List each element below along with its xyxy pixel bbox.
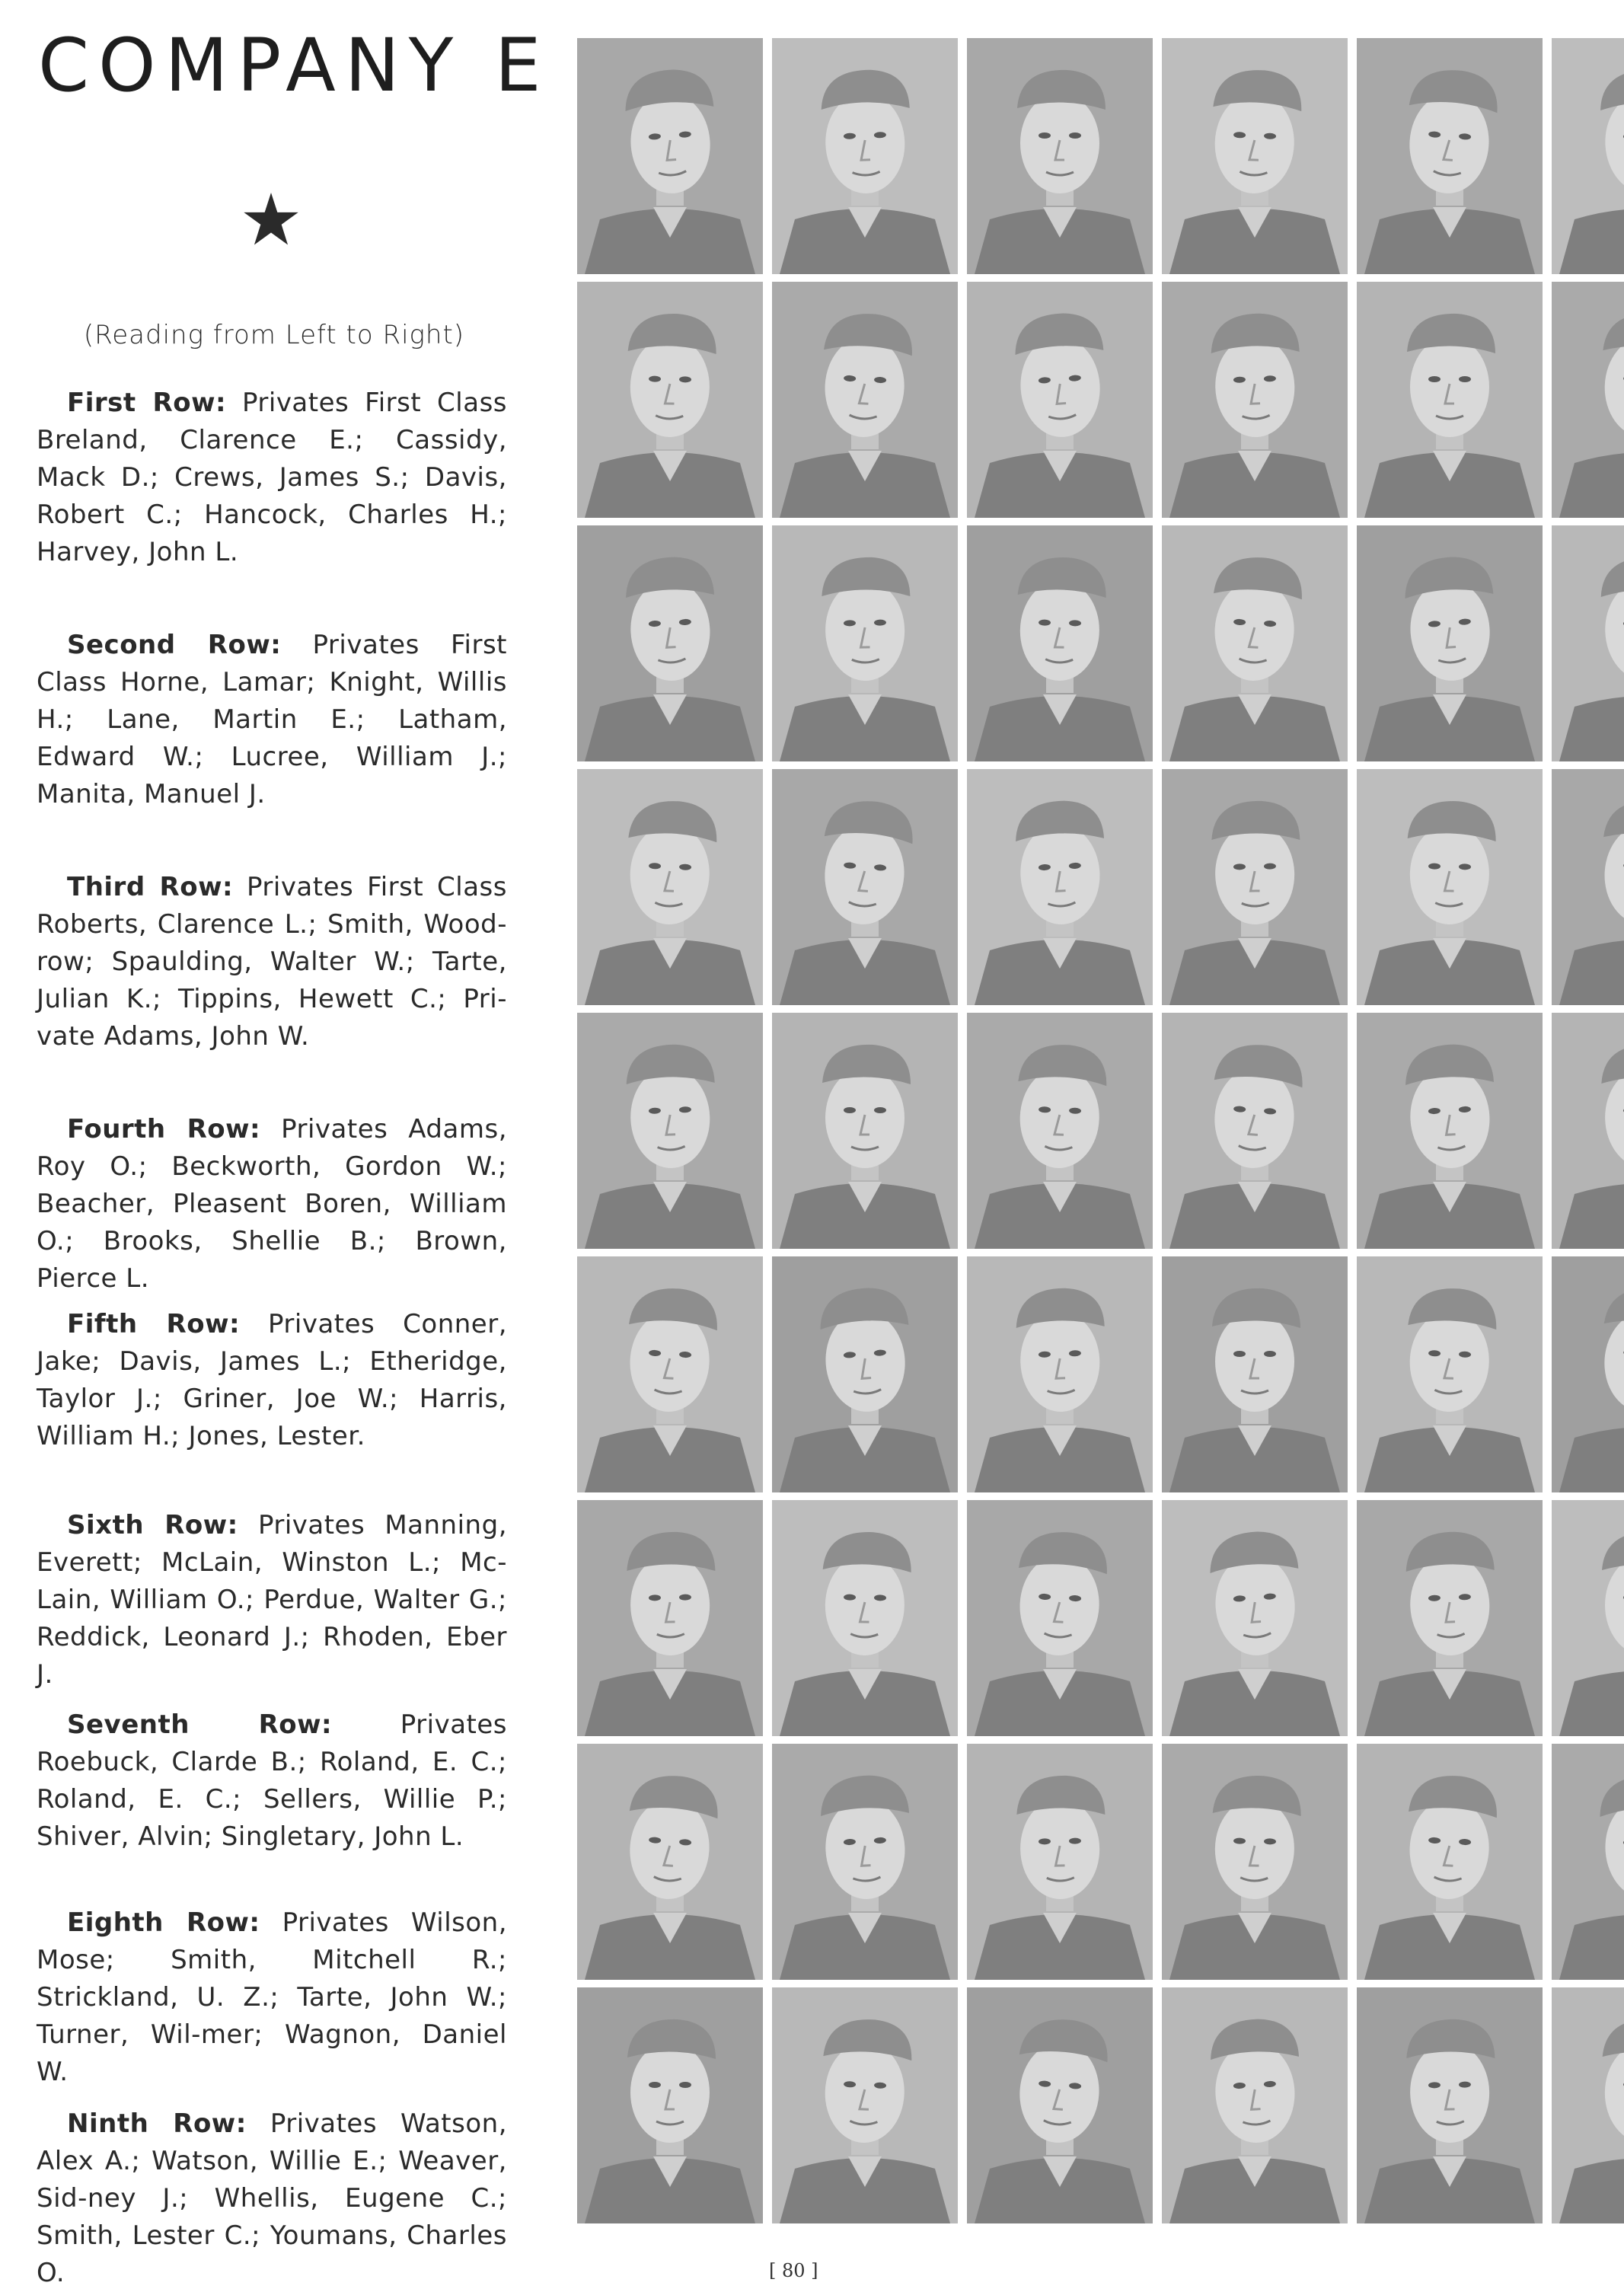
soldier-portrait	[967, 282, 1153, 518]
row-label: First Row:	[67, 388, 227, 418]
portrait-photo-icon	[577, 282, 763, 518]
soldier-portrait	[1162, 1013, 1348, 1249]
roster-row	[37, 869, 507, 1111]
row-names: Privates Manning, Everett; McLain, Winston L.; Mc-Lain, William O.; Perdue, Walter G.; Reddick, Leonard J.; Rhoden, Eber J.	[37, 1510, 507, 1690]
portrait-photo-icon	[1162, 1256, 1348, 1492]
soldier-portrait	[1162, 1500, 1348, 1736]
portrait-photo-icon	[772, 1013, 958, 1249]
roster-row	[37, 1111, 507, 1306]
page-title: COMPANY E	[38, 23, 550, 108]
soldier-portrait	[772, 1744, 958, 1980]
portrait-photo-icon	[1357, 525, 1543, 761]
soldier-portrait	[577, 1256, 763, 1492]
soldier-portrait	[1162, 1744, 1348, 1980]
soldier-portrait	[1552, 525, 1624, 761]
portrait-photo-icon	[967, 1500, 1153, 1736]
row-names: Privates First Class Roberts, Clarence L.; Smith, Wood-row; Spaulding, Walter W.; Tarte, Julian K.; Tippins, Hewett C.; Pri-vate Adams, John W.	[37, 872, 507, 1052]
portrait-photo-icon	[967, 1013, 1153, 1249]
soldier-portrait	[1552, 769, 1624, 1005]
portrait-photo-icon	[1552, 1256, 1624, 1492]
soldier-portrait	[1162, 1987, 1348, 2223]
soldier-portrait	[1552, 1987, 1624, 2223]
soldier-portrait	[1357, 1987, 1543, 2223]
portrait-photo-icon	[772, 1987, 958, 2223]
soldier-portrait	[1357, 769, 1543, 1005]
portrait-photo-icon	[1357, 1987, 1543, 2223]
soldier-portrait	[577, 525, 763, 761]
portrait-photo-icon	[1357, 282, 1543, 518]
soldier-portrait	[772, 38, 958, 274]
soldier-portrait	[1552, 1500, 1624, 1736]
soldier-portrait	[1357, 1744, 1543, 1980]
portrait-photo-icon	[1162, 769, 1348, 1005]
soldier-portrait	[967, 1013, 1153, 1249]
soldier-portrait	[772, 282, 958, 518]
soldier-portrait	[1357, 1500, 1543, 1736]
roster-row	[37, 627, 507, 869]
row-names: Privates First Class Horne, Lamar; Knight, Willis H.; Lane, Martin E.; Latham, Edward W.; Lucree, William J.; Manita, Manuel J.	[37, 630, 507, 809]
portrait-grid	[577, 38, 1624, 2225]
soldier-portrait	[1357, 1256, 1543, 1492]
soldier-portrait	[967, 1987, 1153, 2223]
roster-row	[37, 385, 507, 627]
portrait-photo-icon	[577, 525, 763, 761]
portrait-photo-icon	[577, 1256, 763, 1492]
portrait-photo-icon	[1162, 1987, 1348, 2223]
portrait-photo-icon	[1162, 1013, 1348, 1249]
soldier-portrait	[772, 769, 958, 1005]
soldier-portrait	[577, 38, 763, 274]
portrait-photo-icon	[1357, 1256, 1543, 1492]
star-icon	[242, 190, 300, 248]
row-names: Privates Watson, Alex A.; Watson, Willie E.; Weaver, Sid-ney J.; Whellis, Eugene C.; Smith, Lester C.; Youmans, Charles O.	[37, 2108, 508, 2288]
portrait-photo-icon	[772, 1256, 958, 1492]
soldier-portrait	[967, 1256, 1153, 1492]
reading-order-note: (Reading from Left to Right)	[83, 320, 465, 350]
soldier-portrait	[1552, 282, 1624, 518]
soldier-portrait	[1552, 1013, 1624, 1249]
roster-row	[37, 1306, 507, 1507]
portrait-photo-icon	[1552, 769, 1624, 1005]
portrait-photo-icon	[967, 1256, 1153, 1492]
portrait-photo-icon	[967, 282, 1153, 518]
portrait-photo-icon	[1552, 525, 1624, 761]
portrait-photo-icon	[967, 769, 1153, 1005]
row-label: Ninth Row:	[67, 2108, 247, 2139]
portrait-photo-icon	[772, 525, 958, 761]
row-names: Privates Roebuck, Clarde B.; Roland, E. C.; Roland, E. C.; Sellers, Willie P.; Shiver, Alvin; Singletary, John L.	[37, 1709, 507, 1852]
soldier-portrait	[1357, 38, 1543, 274]
row-label: Fifth Row:	[67, 1309, 241, 1339]
soldier-portrait	[1162, 769, 1348, 1005]
portrait-photo-icon	[577, 769, 763, 1005]
row-names: Privates Wilson, Mose; Smith, Mitchell R.; Strickland, U. Z.; Tarte, John W.; Turner, Wil-mer; Wagnon, Daniel W.	[37, 1907, 508, 2087]
portrait-photo-icon	[772, 1744, 958, 1980]
portrait-photo-icon	[577, 1987, 763, 2223]
soldier-portrait	[1162, 282, 1348, 518]
soldier-portrait	[772, 1987, 958, 2223]
portrait-photo-icon	[1552, 282, 1624, 518]
soldier-portrait	[967, 525, 1153, 761]
portrait-photo-icon	[1357, 1744, 1543, 1980]
portrait-photo-icon	[1162, 38, 1348, 274]
portrait-photo-icon	[1162, 525, 1348, 761]
soldier-portrait	[1162, 38, 1348, 274]
portrait-photo-icon	[772, 38, 958, 274]
row-names: Privates First Class Breland, Clarence E.; Cassidy, Mack D.; Crews, James S.; Davis, Robert C.; Hancock, Charles H.; Harvey, John L.	[37, 388, 507, 567]
portrait-photo-icon	[1357, 38, 1543, 274]
roster-row	[37, 2105, 507, 2292]
soldier-portrait	[1162, 525, 1348, 761]
portrait-photo-icon	[1552, 38, 1624, 274]
soldier-portrait	[772, 1013, 958, 1249]
soldier-portrait	[772, 1500, 958, 1736]
portrait-photo-icon	[967, 525, 1153, 761]
soldier-portrait	[577, 282, 763, 518]
portrait-photo-icon	[577, 1013, 763, 1249]
portrait-photo-icon	[772, 1500, 958, 1736]
soldier-portrait	[772, 1256, 958, 1492]
soldier-portrait	[967, 1500, 1153, 1736]
soldier-portrait	[967, 38, 1153, 274]
soldier-portrait	[577, 1987, 763, 2223]
soldier-portrait	[577, 1013, 763, 1249]
portrait-photo-icon	[772, 282, 958, 518]
row-label: Seventh Row:	[67, 1709, 333, 1740]
roster-list	[37, 385, 507, 2292]
soldier-portrait	[1552, 38, 1624, 274]
portrait-photo-icon	[577, 1500, 763, 1736]
portrait-photo-icon	[1552, 1013, 1624, 1249]
roster-row	[37, 1904, 507, 2105]
soldier-portrait	[1357, 282, 1543, 518]
soldier-portrait	[967, 1744, 1153, 1980]
portrait-photo-icon	[577, 1744, 763, 1980]
soldier-portrait	[1552, 1256, 1624, 1492]
portrait-photo-icon	[1552, 1500, 1624, 1736]
soldier-portrait	[772, 525, 958, 761]
portrait-photo-icon	[1552, 1744, 1624, 1980]
row-names: Privates Conner, Jake; Davis, James L.; Etheridge, Taylor J.; Griner, Joe W.; Harris, William H.; Jones, Lester.	[37, 1309, 508, 1451]
portrait-photo-icon	[1357, 1013, 1543, 1249]
portrait-photo-icon	[1357, 1500, 1543, 1736]
row-label: Eighth Row:	[67, 1907, 260, 1938]
portrait-photo-icon	[967, 1744, 1153, 1980]
portrait-photo-icon	[1162, 1500, 1348, 1736]
portrait-photo-icon	[1357, 769, 1543, 1005]
portrait-photo-icon	[967, 38, 1153, 274]
portrait-photo-icon	[1162, 282, 1348, 518]
row-label: Third Row:	[67, 872, 234, 902]
portrait-photo-icon	[772, 769, 958, 1005]
soldier-portrait	[967, 769, 1153, 1005]
soldier-portrait	[1552, 1744, 1624, 1980]
portrait-photo-icon	[1162, 1744, 1348, 1980]
soldier-portrait	[1357, 1013, 1543, 1249]
roster-row	[37, 1507, 507, 1706]
row-names: Privates Adams, Roy O.; Beckworth, Gordon W.; Beacher, Pleasent Boren, William O.; Brooks, Shellie B.; Brown, Pierce L.	[37, 1114, 507, 1294]
portrait-photo-icon	[1552, 1987, 1624, 2223]
row-label: Fourth Row:	[67, 1114, 261, 1144]
soldier-portrait	[1162, 1256, 1348, 1492]
roster-row	[37, 1706, 507, 1904]
soldier-portrait	[577, 1744, 763, 1980]
row-label: Sixth Row:	[67, 1510, 238, 1540]
portrait-photo-icon	[577, 38, 763, 274]
soldier-portrait	[577, 769, 763, 1005]
soldier-portrait	[1357, 525, 1543, 761]
row-label: Second Row:	[67, 630, 282, 660]
soldier-portrait	[577, 1500, 763, 1736]
page-number: [ 80 ]	[769, 2260, 818, 2281]
portrait-photo-icon	[967, 1987, 1153, 2223]
